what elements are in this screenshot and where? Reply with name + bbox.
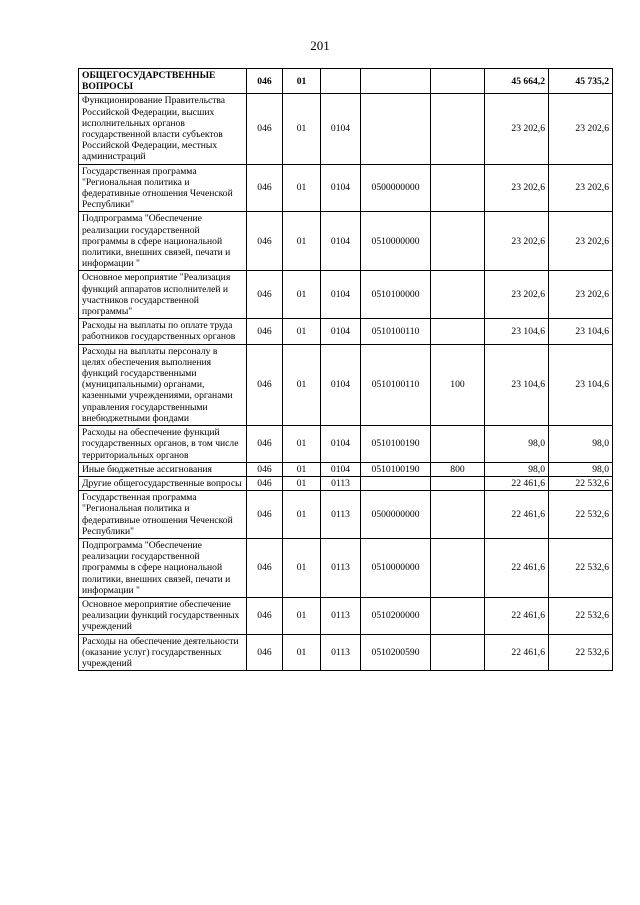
expense-type-code: [431, 164, 485, 212]
section-code: 01: [283, 597, 321, 634]
row-name: Другие общегосударственные вопросы: [79, 476, 247, 490]
amount-1: 98,0: [485, 426, 549, 463]
table-body: [79, 69, 613, 671]
target-article-code: [361, 476, 431, 490]
target-article-code: 0510100110: [361, 319, 431, 344]
section-code: 01: [283, 634, 321, 671]
subsection-code: 0104: [321, 344, 361, 425]
expense-type-code: [431, 634, 485, 671]
amount-1: 23 202,6: [485, 94, 549, 164]
expense-type-code: 100: [431, 344, 485, 425]
expense-type-code: [431, 491, 485, 539]
table-row: [79, 69, 613, 94]
amount-2: 22 532,6: [549, 597, 613, 634]
amount-1: 23 202,6: [485, 212, 549, 271]
ved-code: 046: [247, 212, 283, 271]
subsection-code: 0104: [321, 94, 361, 164]
expense-type-code: [431, 597, 485, 634]
expense-type-code: [431, 94, 485, 164]
row-name: Расходы на выплаты по оплате труда работников государственных органов: [79, 319, 247, 344]
subsection-code: 0104: [321, 164, 361, 212]
amount-1: 23 202,6: [485, 164, 549, 212]
expense-type-code: 800: [431, 462, 485, 476]
row-name: Расходы на обеспечение функций государственных органов, в том числе территориальных органов: [79, 426, 247, 463]
row-name: Государственная программа "Региональная политика и федеративные отношения Чеченской Республики": [79, 491, 247, 539]
amount-2: 23 202,6: [549, 271, 613, 319]
ved-code: 046: [247, 476, 283, 490]
amount-1: 45 664,2: [485, 69, 549, 94]
target-article-code: 0510100190: [361, 426, 431, 463]
amount-1: 22 461,6: [485, 538, 549, 597]
ved-code: 046: [247, 426, 283, 463]
row-name: Подпрограмма "Обеспечение реализации государственной программы в сфере национальной политики, внешних связей, печати и информации ": [79, 212, 247, 271]
table-row: [79, 319, 613, 344]
row-name: Государственная программа "Региональная политика и федеративные отношения Чеченской Республики": [79, 164, 247, 212]
row-name: Основное мероприятие "Реализация функций аппаратов исполнителей и участников государственной программы": [79, 271, 247, 319]
expense-type-code: [431, 476, 485, 490]
section-code: 01: [283, 271, 321, 319]
section-code: 01: [283, 426, 321, 463]
target-article-code: 0510100110: [361, 344, 431, 425]
subsection-code: 0113: [321, 476, 361, 490]
ved-code: 046: [247, 164, 283, 212]
ved-code: 046: [247, 538, 283, 597]
target-article-code: [361, 94, 431, 164]
table-row: [79, 538, 613, 597]
expense-type-code: [431, 271, 485, 319]
table-row: [79, 271, 613, 319]
table-row: [79, 491, 613, 539]
section-code: 01: [283, 212, 321, 271]
ved-code: 046: [247, 344, 283, 425]
target-article-code: 0510000000: [361, 212, 431, 271]
amount-2: 45 735,2: [549, 69, 613, 94]
row-name: Функционирование Правительства Российской Федерации, высших исполнительных органов государственной власти субъектов Российской Федерации, местных администраций: [79, 94, 247, 164]
table-row: [79, 344, 613, 425]
section-code: 01: [283, 476, 321, 490]
section-code: 01: [283, 69, 321, 94]
subsection-code: 0104: [321, 271, 361, 319]
subsection-code: 0113: [321, 491, 361, 539]
target-article-code: [361, 69, 431, 94]
ved-code: 046: [247, 491, 283, 539]
target-article-code: 0510000000: [361, 538, 431, 597]
amount-1: 23 202,6: [485, 271, 549, 319]
ved-code: 046: [247, 462, 283, 476]
target-article-code: 0510200590: [361, 634, 431, 671]
section-code: 01: [283, 94, 321, 164]
row-name: Подпрограмма "Обеспечение реализации государственной программы в сфере национальной политики, внешних связей, печати и информации ": [79, 538, 247, 597]
section-code: 01: [283, 344, 321, 425]
section-code: 01: [283, 538, 321, 597]
subsection-code: 0113: [321, 634, 361, 671]
target-article-code: 0510100190: [361, 462, 431, 476]
amount-2: 23 202,6: [549, 94, 613, 164]
table-row: [79, 212, 613, 271]
table-row: [79, 94, 613, 164]
amount-1: 98,0: [485, 462, 549, 476]
amount-2: 22 532,6: [549, 538, 613, 597]
amount-1: 22 461,6: [485, 491, 549, 539]
row-name: ОБЩЕГОСУДАРСТВЕННЫЕ ВОПРОСЫ: [79, 69, 247, 94]
expense-type-code: [431, 319, 485, 344]
ved-code: 046: [247, 271, 283, 319]
target-article-code: 0510200000: [361, 597, 431, 634]
table-row: [79, 476, 613, 490]
amount-1: 23 104,6: [485, 344, 549, 425]
amount-1: 22 461,6: [485, 597, 549, 634]
table-row: [79, 634, 613, 671]
row-name: Основное мероприятие обеспечение реализации функций государственных учреждений: [79, 597, 247, 634]
subsection-code: [321, 69, 361, 94]
table-row: [79, 164, 613, 212]
table-row: [79, 462, 613, 476]
amount-2: 98,0: [549, 426, 613, 463]
subsection-code: 0104: [321, 319, 361, 344]
amount-2: 23 104,6: [549, 344, 613, 425]
table-row: [79, 597, 613, 634]
subsection-code: 0104: [321, 212, 361, 271]
section-code: 01: [283, 462, 321, 476]
row-name: Расходы на выплаты персоналу в целях обеспечения выполнения функций государственными (муниципальными) органами, казенными учреждениями, органами управления государственными внебюджетными фондами: [79, 344, 247, 425]
expense-type-code: [431, 538, 485, 597]
amount-1: 22 461,6: [485, 476, 549, 490]
table-row: [79, 426, 613, 463]
amount-2: 22 532,6: [549, 491, 613, 539]
subsection-code: 0104: [321, 426, 361, 463]
section-code: 01: [283, 164, 321, 212]
target-article-code: 0500000000: [361, 164, 431, 212]
section-code: 01: [283, 319, 321, 344]
section-code: 01: [283, 491, 321, 539]
amount-2: 23 202,6: [549, 164, 613, 212]
expense-type-code: [431, 69, 485, 94]
expense-type-code: [431, 212, 485, 271]
ved-code: 046: [247, 319, 283, 344]
subsection-code: 0104: [321, 462, 361, 476]
ved-code: 046: [247, 94, 283, 164]
target-article-code: 0500000000: [361, 491, 431, 539]
row-name: Расходы на обеспечение деятельности (оказание услуг) государственных учреждений: [79, 634, 247, 671]
expense-type-code: [431, 426, 485, 463]
amount-2: 22 532,6: [549, 634, 613, 671]
amount-2: 23 202,6: [549, 212, 613, 271]
subsection-code: 0113: [321, 538, 361, 597]
page-number: 201: [310, 38, 330, 53]
budget-table: [78, 68, 613, 671]
amount-1: 22 461,6: [485, 634, 549, 671]
ved-code: 046: [247, 597, 283, 634]
target-article-code: 0510100000: [361, 271, 431, 319]
amount-1: 23 104,6: [485, 319, 549, 344]
amount-2: 23 104,6: [549, 319, 613, 344]
row-name: Иные бюджетные ассигнования: [79, 462, 247, 476]
amount-2: 22 532,6: [549, 476, 613, 490]
amount-2: 98,0: [549, 462, 613, 476]
ved-code: 046: [247, 69, 283, 94]
subsection-code: 0113: [321, 597, 361, 634]
ved-code: 046: [247, 634, 283, 671]
